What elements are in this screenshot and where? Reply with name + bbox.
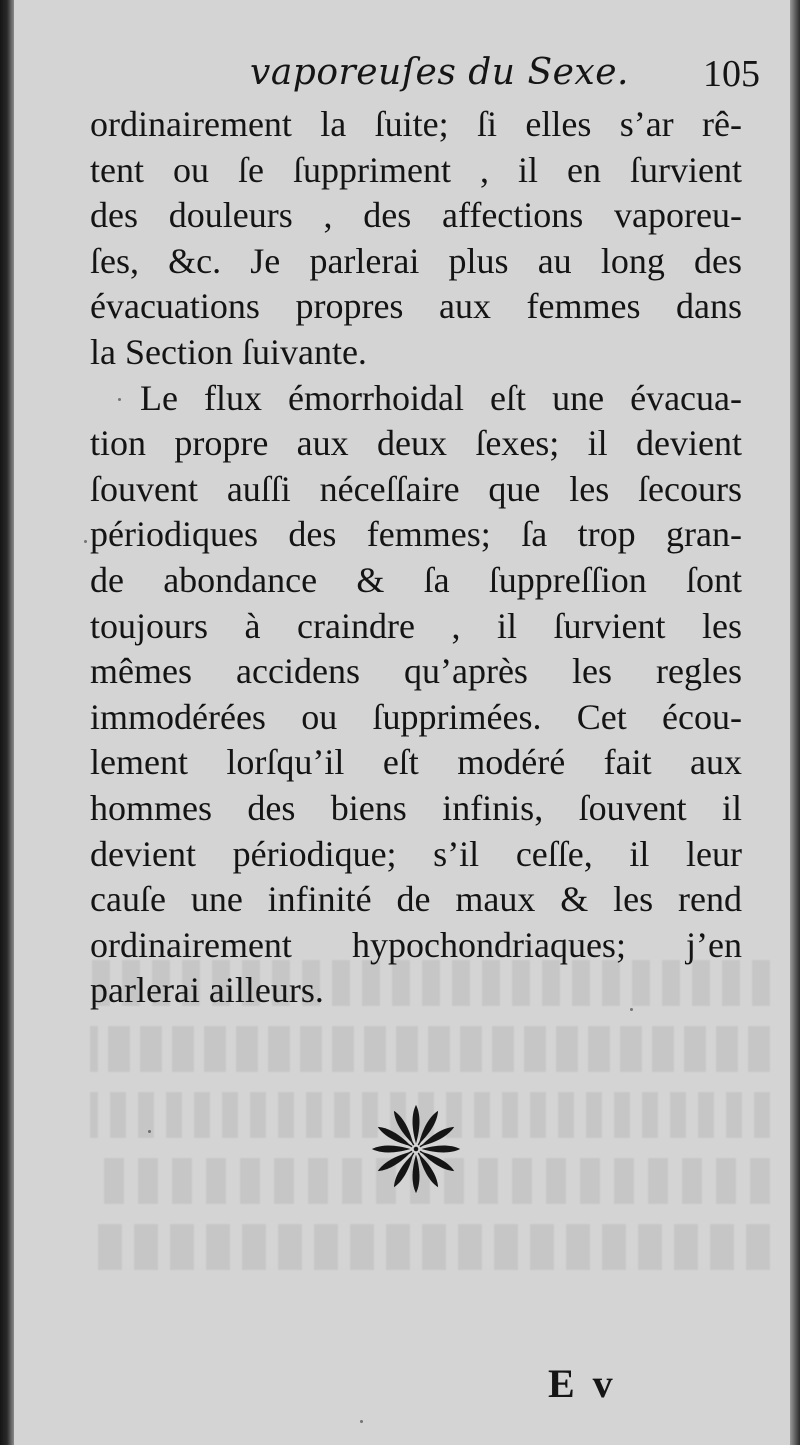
text-line: la Section ſuivante. xyxy=(90,331,367,372)
page-edge-shadow-right xyxy=(790,0,800,1445)
body-text xyxy=(90,102,742,1014)
text-line: devient périodique; s’il ceſſe, il leur xyxy=(90,833,742,874)
text-line: périodiques des femmes; ſa trop gran- xyxy=(90,514,742,555)
text-line: des douleurs , des affections vaporeu- xyxy=(90,195,742,236)
text-line: hommes des biens infinis, ſouvent il xyxy=(90,787,742,828)
text-line: immodérées ou ſupprimées. Cet écou- xyxy=(90,696,742,737)
text-line: parlerai ailleurs. xyxy=(90,970,324,1011)
page-header xyxy=(250,52,760,102)
paper-speck xyxy=(148,1130,151,1133)
paper-speck xyxy=(118,398,121,401)
text-line: toujours à craindre , il ſurvient les xyxy=(90,605,742,646)
text-line: évacuations propres aux femmes dans xyxy=(90,286,742,327)
text-line: ſes, &c. Je parlerai plus au long des xyxy=(90,240,742,281)
paper-speck xyxy=(360,1420,363,1423)
text-line: ordinairement la ſuite; ſi elles s’ar rê- xyxy=(90,104,742,144)
signature-mark: E v xyxy=(548,1361,617,1406)
running-head: vaporeuſes du Sexe. xyxy=(250,52,629,93)
page-number: 105 xyxy=(703,53,760,95)
paper-speck xyxy=(84,540,87,543)
paper-speck xyxy=(630,1008,633,1011)
floral-rosette-icon xyxy=(370,1103,462,1195)
text-line: ſouvent auſſi néceſſaire que les ſecours xyxy=(90,468,742,509)
text-line: cauſe une infinité de maux & les rend xyxy=(90,879,742,920)
text-line: lement lorſqu’il eſt modéré fait aux xyxy=(90,742,742,783)
text-line: Le flux émorrhoidal eſt une évacua- xyxy=(140,377,742,418)
text-line: tent ou ſe ſuppriment , il en ſurvient xyxy=(90,149,742,190)
text-line: de abondance & ſa ſuppreſſion ſont xyxy=(90,559,742,600)
text-line: mêmes accidens qu’après les regles xyxy=(90,651,742,692)
text-line: tion propre aux deux ſexes; il devient xyxy=(90,423,742,464)
text-line: ordinairement hypochondriaques; j’en xyxy=(90,924,742,965)
page-edge-shadow-left xyxy=(0,0,14,1445)
